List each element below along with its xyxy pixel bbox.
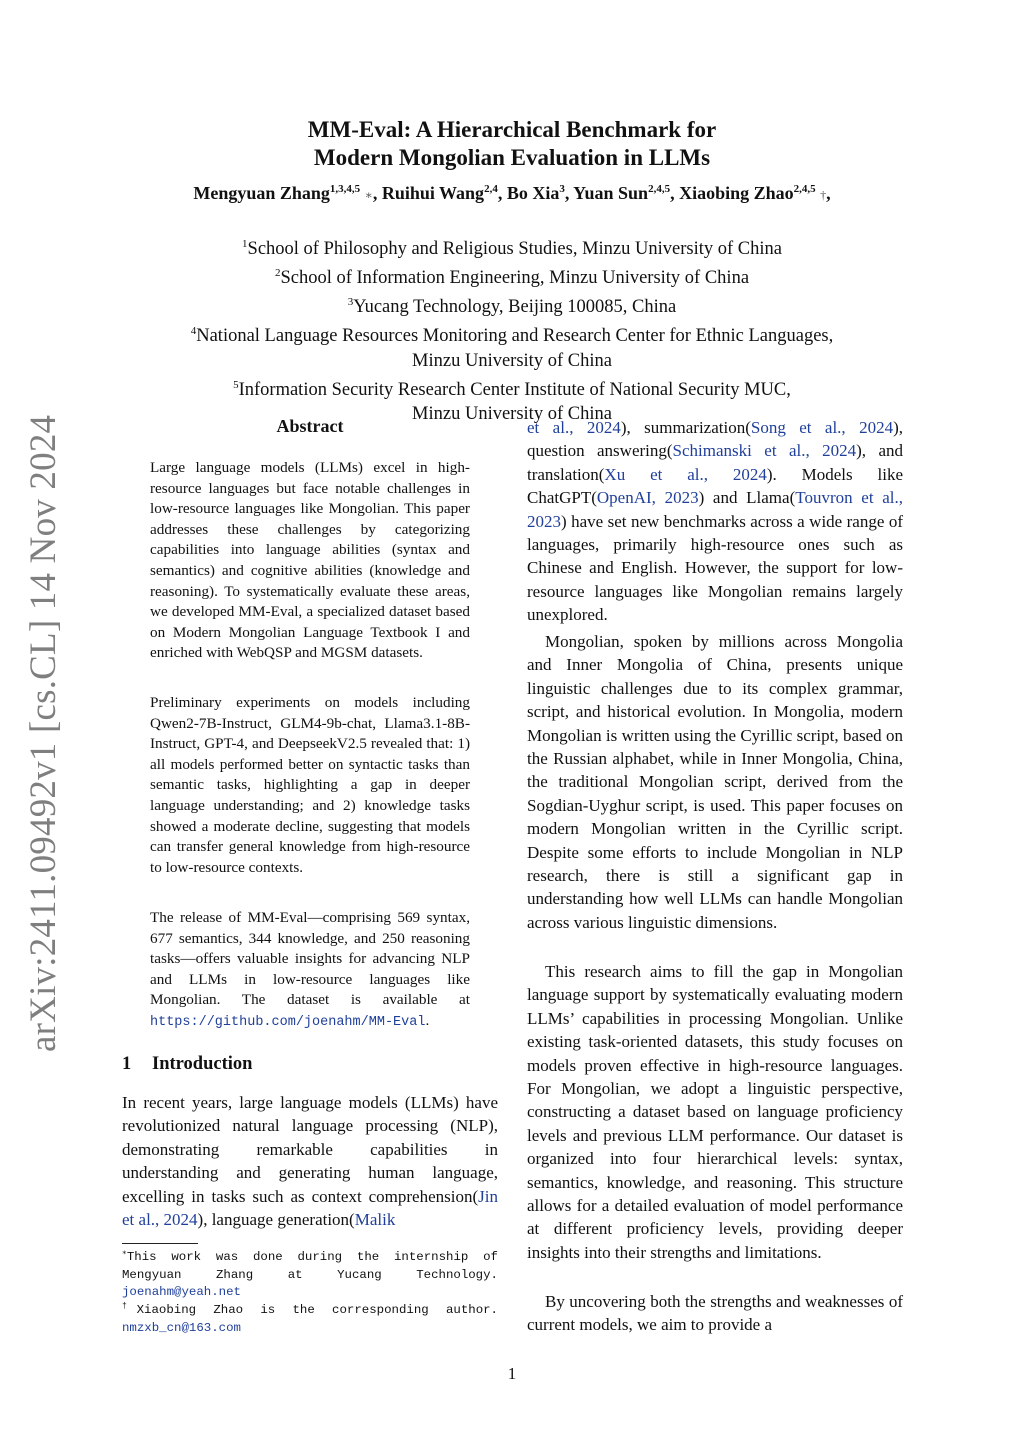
dataset-link[interactable]: https://github.com/joenahm/MM-Eval [150, 1014, 426, 1030]
email-link-2[interactable]: nmzxb_cn@163.com [122, 1320, 241, 1335]
affiliation-5: $^5$Information Security Research Center Institute of National Security MUC, [233, 378, 791, 400]
footnote-divider [122, 1243, 198, 1244]
citation-malik[interactable]: Malik [354, 1210, 396, 1230]
author-4: Yuan Sun$^{2,4,5}$, [573, 183, 680, 203]
abstract-paragraph-2: Preliminary experiments on models including Qwen2-7B-Instruct, GLM4-9b-chat, Llama3.1-8B-Instruct, GPT-4, and DeepseekV2.5 revealed that: 1) all models performed better on syntactic tasks than semantic tasks, highlighting a gap in deeper language understanding; and 2) knowledge tasks showed a moderate decline, suggesting that models can transfer general knowledge from high-resource to low-resource contexts. [150, 694, 470, 876]
affiliation-4-cont: Minzu University of China [412, 350, 612, 371]
affiliation-2: $^2$School of Information Engineering, Minzu University of China [274, 267, 750, 289]
affiliation-5-cont: Minzu University of China [412, 403, 612, 424]
intro-paragraph-3: This research aims to fill the gap in Mongolian language support by systematically evaluating modern LLMs’ capabilities in processing Mongolian. Unlike existing task-oriented datasets, this study focuses on models proven effective in high-resource languages. For Mongolian, we adopt a linguistic perspective, constructing a dataset based on language proficiency levels and previous LLM performance. Our dataset is organized into four hierarchical levels: syntax, semantics, knowledge, and reasoning. This structure allows for a detailed evaluation of model performance at different proficiency levels, providing deeper insights into their strengths and limitations. [527, 962, 903, 1262]
affiliation-4: $^4$National Language Resources Monitoring and Research Center for Ethnic Languages, [190, 325, 834, 347]
page-number: 1 [507, 1364, 517, 1383]
intro-paragraph-1: In recent years, large language models (LLMs) have revolutionized natural language processing (NLP), demonstrating remarkable capabilities in understanding and generating human language, excelling in tasks such as context comprehension(Jin et al., 2024), language generation(Malik [122, 1093, 498, 1230]
intro-paragraph-1-continued: et al., 2024), summarization(Song et al., 2024), question answering(Schimanski et al., 2024), and translation(Xu et al., 2024). Models like ChatGPT(OpenAI, 2023) and Llama(Touvron et al., 2023) have set new benchmarks across a wide range of languages, primarily high-resource ones such as Chinese and English. However, the support for low-resource languages like Mongolian remains largely unexplored. [527, 418, 904, 625]
title-line-1: MM-Eval: A Hierarchical Benchmark for [307, 117, 717, 142]
email-link-1[interactable]: joenahm@yeah.net [122, 1285, 241, 1300]
citation-xu[interactable]: Xu et al., 2024 [604, 464, 767, 484]
citation-touvron[interactable]: Touvron et al., 2023 [527, 488, 904, 531]
footnote-1: ∗This work was done during the internship of Mengyuan Zhang at Yucang Technology. joenahm@yeah.net [122, 1249, 498, 1300]
affiliation-3: $^3$Yucang Technology, Beijing 100085, China [347, 296, 677, 318]
citation-schimanski[interactable]: Schimanski et al., 2024 [672, 441, 857, 461]
section-heading-introduction: 1 Introduction [122, 1054, 253, 1074]
author-1: Mengyuan Zhang$^{1,3,4,5}$ ∗, [193, 183, 382, 203]
citation-malik-cont[interactable]: et al., 2024 [527, 418, 621, 437]
title-line-2: Modern Mongolian Evaluation in LLMs [313, 145, 711, 170]
author-2: Ruihui Wang$^{2,4}$, [381, 183, 507, 203]
arxiv-identifier: arXiv:2411.09492v1 [cs.CL] 14 Nov 2024 [23, 414, 64, 1052]
citation-jin[interactable]: Jin et al., 2024 [122, 1186, 498, 1230]
intro-paragraph-4: By uncovering both the strengths and weaknesses of current models, we aim to provide a [527, 1292, 903, 1335]
intro-paragraph-2: Mongolian, spoken by millions across Mongolia and Inner Mongolia of China, presents unique linguistic challenges due to its complex grammar, script, and historical evolution. In Mongolia, modern Mongolian is written using the Cyrillic script, based on the Russian alphabet, while in Inner Mongolia, China, the traditional Mongolian script, derived from the Sogdian-Uyghur script, is used. This paper focuses on modern Mongolian written in the Cyrillic script. Despite some efforts to include Mongolian in NLP research, there is still a significant gap in understanding how well LLMs can handle Mongolian across various linguistic dimensions. [527, 632, 903, 932]
abstract-heading: Abstract [276, 416, 344, 436]
paper-title [0, 116, 1024, 172]
author-3: Bo Xia$^3$, [506, 183, 574, 203]
abstract-paragraph-3: The release of MM-Eval—comprising 569 syntax, 677 semantics, 344 knowledge, and 250 reasoning tasks—offers valuable insights for advancing NLP and LLMs in low-resource languages like Mongolian. The dataset is available at https://github.com/joenahm/MM-Eval. [150, 909, 470, 1030]
citation-openai[interactable]: OpenAI, 2023 [596, 488, 699, 508]
footnote-2: †Xiaobing Zhao is the corresponding author. nmzxb_cn@163.com [122, 1302, 498, 1335]
affiliation-list [0, 232, 1024, 426]
citation-song[interactable]: Song et al., 2024 [750, 418, 894, 437]
author-list [0, 183, 1024, 204]
author-5: Xiaobing Zhao$^{2,4,5}$ †, [679, 183, 831, 203]
affiliation-1: $^1$School of Philosophy and Religious Studies, Minzu University of China [242, 238, 782, 260]
abstract-paragraph-1: Large language models (LLMs) excel in high-resource languages but face notable challenges in low-resource languages like Mongolian. This paper addresses these challenges by categorizing capabilities into language abilities (syntax and semantics) and cognitive abilities (knowledge and reasoning). To systematically evaluate these areas, we developed MM-Eval, a specialized dataset based on Modern Mongolian Language Textbook I and enriched with WebQSP and MGSM datasets. [150, 459, 470, 662]
